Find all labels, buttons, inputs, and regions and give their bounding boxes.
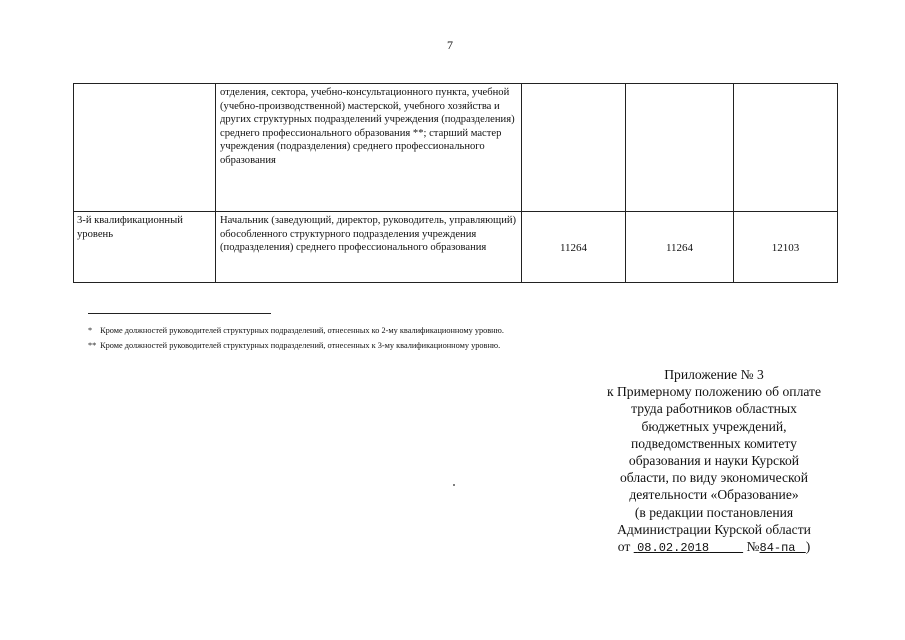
date-underline <box>709 539 743 554</box>
salary-value-cell <box>734 84 838 212</box>
table-row <box>74 84 838 212</box>
appendix-line: к Примерному положению об оплате <box>606 384 822 400</box>
footnote-text: Кроме должностей руководителей структурных подразделений, отнесенных к 3-му квалификационному уровню. <box>100 341 501 350</box>
date-prefix: от <box>617 539 631 555</box>
appendix-line: деятельности «Образование» <box>629 487 799 503</box>
page-number: 7 <box>447 38 453 52</box>
qualification-level-cell <box>74 84 216 212</box>
resolution-date-line <box>580 538 848 557</box>
footnote-text: Кроме должностей руководителей структурных подразделений, отнесенных ко 2-му квалификационному уровню. <box>100 326 504 335</box>
appendix-line: области, по виду экономической <box>620 470 808 486</box>
salary-value-cell <box>626 84 734 212</box>
footnote <box>88 341 500 351</box>
salary-value-cell: 12103 <box>734 212 838 283</box>
table-row <box>74 212 838 283</box>
footnote-mark: * <box>88 326 93 335</box>
scan-speck <box>453 484 455 486</box>
appendix-line: Администрации Курской области <box>617 521 811 537</box>
qualification-salary-table <box>73 83 838 283</box>
footnote-mark: ** <box>88 341 97 350</box>
salary-value-cell: 11264 <box>522 212 626 283</box>
resolution-date: 08.02.2018 <box>637 541 710 556</box>
number-underline <box>796 539 806 554</box>
resolution-number: 84-па <box>759 541 796 556</box>
appendix-line: образования и науки Курской <box>628 453 800 469</box>
appendix-title: Приложение № 3 <box>664 367 764 382</box>
appendix-header-block <box>580 366 848 557</box>
appendix-line: подведомственных комитету <box>631 435 797 451</box>
position-description-cell: Начальник (заведующий, директор, руководитель, управляющий) обособленного структурного подразделения учреждения (подразделения) среднего профессионального образования <box>216 212 522 283</box>
salary-value-cell: 11264 <box>626 212 734 283</box>
qualification-level-cell: 3-й квалификационный уровень <box>74 212 216 283</box>
footnote <box>88 326 504 336</box>
appendix-line: (в редакции постановления <box>634 504 794 520</box>
salary-value-cell <box>522 84 626 212</box>
appendix-line: бюджетных учреждений, <box>641 418 787 434</box>
appendix-line: труда работников областных <box>631 401 797 417</box>
closing-paren: ) <box>805 539 811 555</box>
position-description-cell: отделения, сектора, учебно-консультационного пункта, учебной (учебно-производственной) мастерской, учебного хозяйства и других структурных подразделений учреждения (подразделения) среднего профессионального образования **; старший мастер учреждения (подразделения) среднего профессионального образования <box>216 84 522 212</box>
footnote-separator <box>88 313 271 314</box>
number-prefix: № <box>746 539 760 555</box>
